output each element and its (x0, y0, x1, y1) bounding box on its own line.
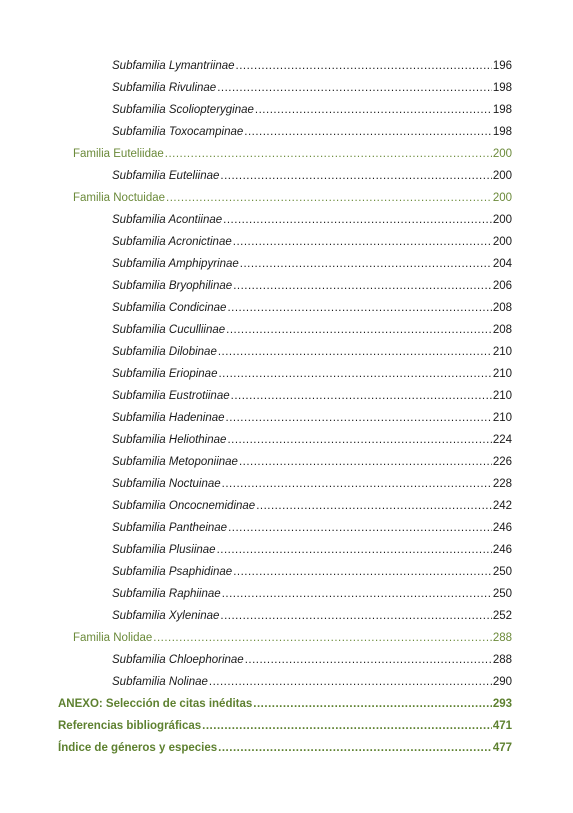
toc-dot-leader (222, 583, 492, 605)
toc-dot-leader (227, 297, 491, 319)
toc-subfamily-entry[interactable] (0, 77, 573, 99)
toc-entry-label: Subfamilia Acronictinae (112, 236, 232, 248)
toc-subfamily-entry[interactable] (0, 275, 573, 297)
toc-dot-leader (209, 671, 492, 693)
toc-entry-label: Subfamilia Raphiinae (112, 588, 221, 600)
toc-dot-leader (166, 187, 492, 209)
toc-page-number: 242 (492, 500, 512, 512)
toc-dot-leader (218, 341, 492, 363)
toc-dot-leader (233, 561, 492, 583)
toc-entry-label: Subfamilia Psaphidinae (112, 566, 233, 578)
toc-subfamily-entry[interactable] (0, 363, 573, 385)
toc-page-number: 196 (492, 60, 512, 72)
toc-entry-label: Subfamilia Scoliopteryginae (112, 104, 254, 116)
toc-entry-label: Subfamilia Nolinae (112, 676, 208, 688)
toc-page-number: 200 (492, 148, 512, 160)
toc-subfamily-entry[interactable] (0, 55, 573, 77)
toc-dot-leader (236, 55, 492, 77)
toc-subfamily-entry[interactable] (0, 319, 573, 341)
toc-page-number: 293 (492, 698, 512, 710)
toc-entry-label: Subfamilia Eustrotiinae (112, 390, 230, 402)
toc-subfamily-entry[interactable] (0, 561, 573, 583)
toc-subfamily-entry[interactable] (0, 341, 573, 363)
toc-entry-label: Índice de géneros y especies (58, 742, 218, 754)
toc-dot-leader (227, 429, 491, 451)
toc-subfamily-entry[interactable] (0, 385, 573, 407)
toc-subfamily-entry[interactable] (0, 121, 573, 143)
toc-subfamily-entry[interactable] (0, 297, 573, 319)
toc-page-number: 198 (492, 82, 512, 94)
toc-page-number: 204 (492, 258, 512, 270)
toc-dot-leader (226, 319, 492, 341)
toc-entry-label: Referencias bibliográficas (58, 720, 202, 732)
toc-page-number: 208 (492, 302, 512, 314)
toc-page-number: 228 (492, 478, 512, 490)
toc-dot-leader (226, 407, 492, 429)
toc-page-number: 250 (492, 588, 512, 600)
toc-dot-leader (223, 209, 492, 231)
toc-entry-label: Familia Euteliidae (73, 148, 164, 160)
table-of-contents (0, 55, 573, 759)
toc-page-number: 224 (492, 434, 512, 446)
toc-entries (0, 55, 573, 759)
toc-page-number: 198 (492, 126, 512, 138)
toc-page-number: 200 (492, 236, 512, 248)
toc-entry-label: Subfamilia Rivulinae (112, 82, 217, 94)
toc-entry-label: Familia Nolidae (73, 632, 153, 644)
toc-subfamily-entry[interactable] (0, 473, 573, 495)
toc-dot-leader (255, 99, 492, 121)
toc-page-number: 477 (492, 742, 512, 754)
toc-page-number: 210 (492, 346, 512, 358)
toc-dot-leader (217, 77, 492, 99)
toc-dot-leader (228, 517, 492, 539)
toc-entry-label: Subfamilia Eriopinae (112, 368, 218, 380)
toc-dot-leader (245, 649, 492, 671)
toc-entry-label: Subfamilia Noctuinae (112, 478, 221, 490)
toc-dot-leader (240, 253, 492, 275)
toc-page-number: 471 (492, 720, 512, 732)
toc-dot-leader (222, 473, 492, 495)
toc-entry-label: Subfamilia Heliothinae (112, 434, 227, 446)
toc-entry-label: Subfamilia Condicinae (112, 302, 227, 314)
toc-page-number: 288 (492, 654, 512, 666)
toc-subfamily-entry[interactable] (0, 165, 573, 187)
toc-dot-leader (239, 451, 492, 473)
toc-page-number: 288 (492, 632, 512, 644)
toc-subfamily-entry[interactable] (0, 517, 573, 539)
toc-entry-label: Subfamilia Lymantriinae (112, 60, 235, 72)
toc-subfamily-entry[interactable] (0, 649, 573, 671)
toc-page-number: 290 (492, 676, 512, 688)
toc-entry-label: Subfamilia Pantheinae (112, 522, 228, 534)
toc-page-number: 200 (492, 214, 512, 226)
toc-page-number: 198 (492, 104, 512, 116)
toc-dot-leader (218, 737, 492, 759)
toc-entry-label: Subfamilia Chloephorinae (112, 654, 244, 666)
toc-entry-label: Subfamilia Acontiinae (112, 214, 223, 226)
toc-subfamily-entry[interactable] (0, 671, 573, 693)
toc-entry-label: Subfamilia Cuculliinae (112, 324, 226, 336)
toc-dot-leader (220, 165, 491, 187)
toc-entry-label: Subfamilia Euteliinae (112, 170, 220, 182)
toc-entry-label: Subfamilia Oncocnemidinae (112, 500, 256, 512)
toc-page-number: 250 (492, 566, 512, 578)
toc-entry-label: Subfamilia Xyleninae (112, 610, 220, 622)
toc-section-entry[interactable] (0, 693, 573, 715)
toc-dot-leader (231, 385, 492, 407)
toc-section-entry[interactable] (0, 737, 573, 759)
toc-page-number: 210 (492, 368, 512, 380)
toc-page-number: 226 (492, 456, 512, 468)
toc-dot-leader (233, 275, 492, 297)
toc-subfamily-entry[interactable] (0, 253, 573, 275)
toc-page-number: 246 (492, 522, 512, 534)
toc-subfamily-entry[interactable] (0, 429, 573, 451)
toc-page-number: 210 (492, 412, 512, 424)
toc-entry-label: Subfamilia Toxocampinae (112, 126, 244, 138)
toc-family-entry[interactable] (0, 627, 573, 649)
toc-page-number: 246 (492, 544, 512, 556)
toc-subfamily-entry[interactable] (0, 451, 573, 473)
toc-family-entry[interactable] (0, 143, 573, 165)
toc-subfamily-entry[interactable] (0, 99, 573, 121)
toc-dot-leader (220, 605, 491, 627)
toc-dot-leader (256, 495, 492, 517)
toc-subfamily-entry[interactable] (0, 605, 573, 627)
toc-page-number: 200 (492, 192, 512, 204)
toc-dot-leader (153, 627, 492, 649)
toc-page-number: 206 (492, 280, 512, 292)
toc-subfamily-entry[interactable] (0, 209, 573, 231)
toc-page-number: 200 (492, 170, 512, 182)
toc-entry-label: Subfamilia Amphipyrinae (112, 258, 239, 270)
toc-subfamily-entry[interactable] (0, 539, 573, 561)
toc-dot-leader (165, 143, 492, 165)
toc-subfamily-entry[interactable] (0, 495, 573, 517)
toc-dot-leader (218, 363, 491, 385)
toc-subfamily-entry[interactable] (0, 231, 573, 253)
toc-dot-leader (253, 693, 492, 715)
toc-page-number: 208 (492, 324, 512, 336)
toc-dot-leader (217, 539, 492, 561)
toc-entry-label: ANEXO: Selección de citas inéditas (58, 698, 253, 710)
toc-page-number: 210 (492, 390, 512, 402)
toc-subfamily-entry[interactable] (0, 583, 573, 605)
toc-subfamily-entry[interactable] (0, 407, 573, 429)
toc-dot-leader (244, 121, 492, 143)
toc-entry-label: Familia Noctuidae (73, 192, 166, 204)
toc-entry-label: Subfamilia Dilobinae (112, 346, 217, 358)
toc-entry-label: Subfamilia Plusiinae (112, 544, 216, 556)
toc-family-entry[interactable] (0, 187, 573, 209)
toc-dot-leader (233, 231, 492, 253)
toc-section-entry[interactable] (0, 715, 573, 737)
toc-entry-label: Subfamilia Metoponiinae (112, 456, 238, 468)
toc-page-number: 252 (492, 610, 512, 622)
toc-dot-leader (202, 715, 492, 737)
toc-entry-label: Subfamilia Hadeninae (112, 412, 225, 424)
toc-entry-label: Subfamilia Bryophilinae (112, 280, 233, 292)
